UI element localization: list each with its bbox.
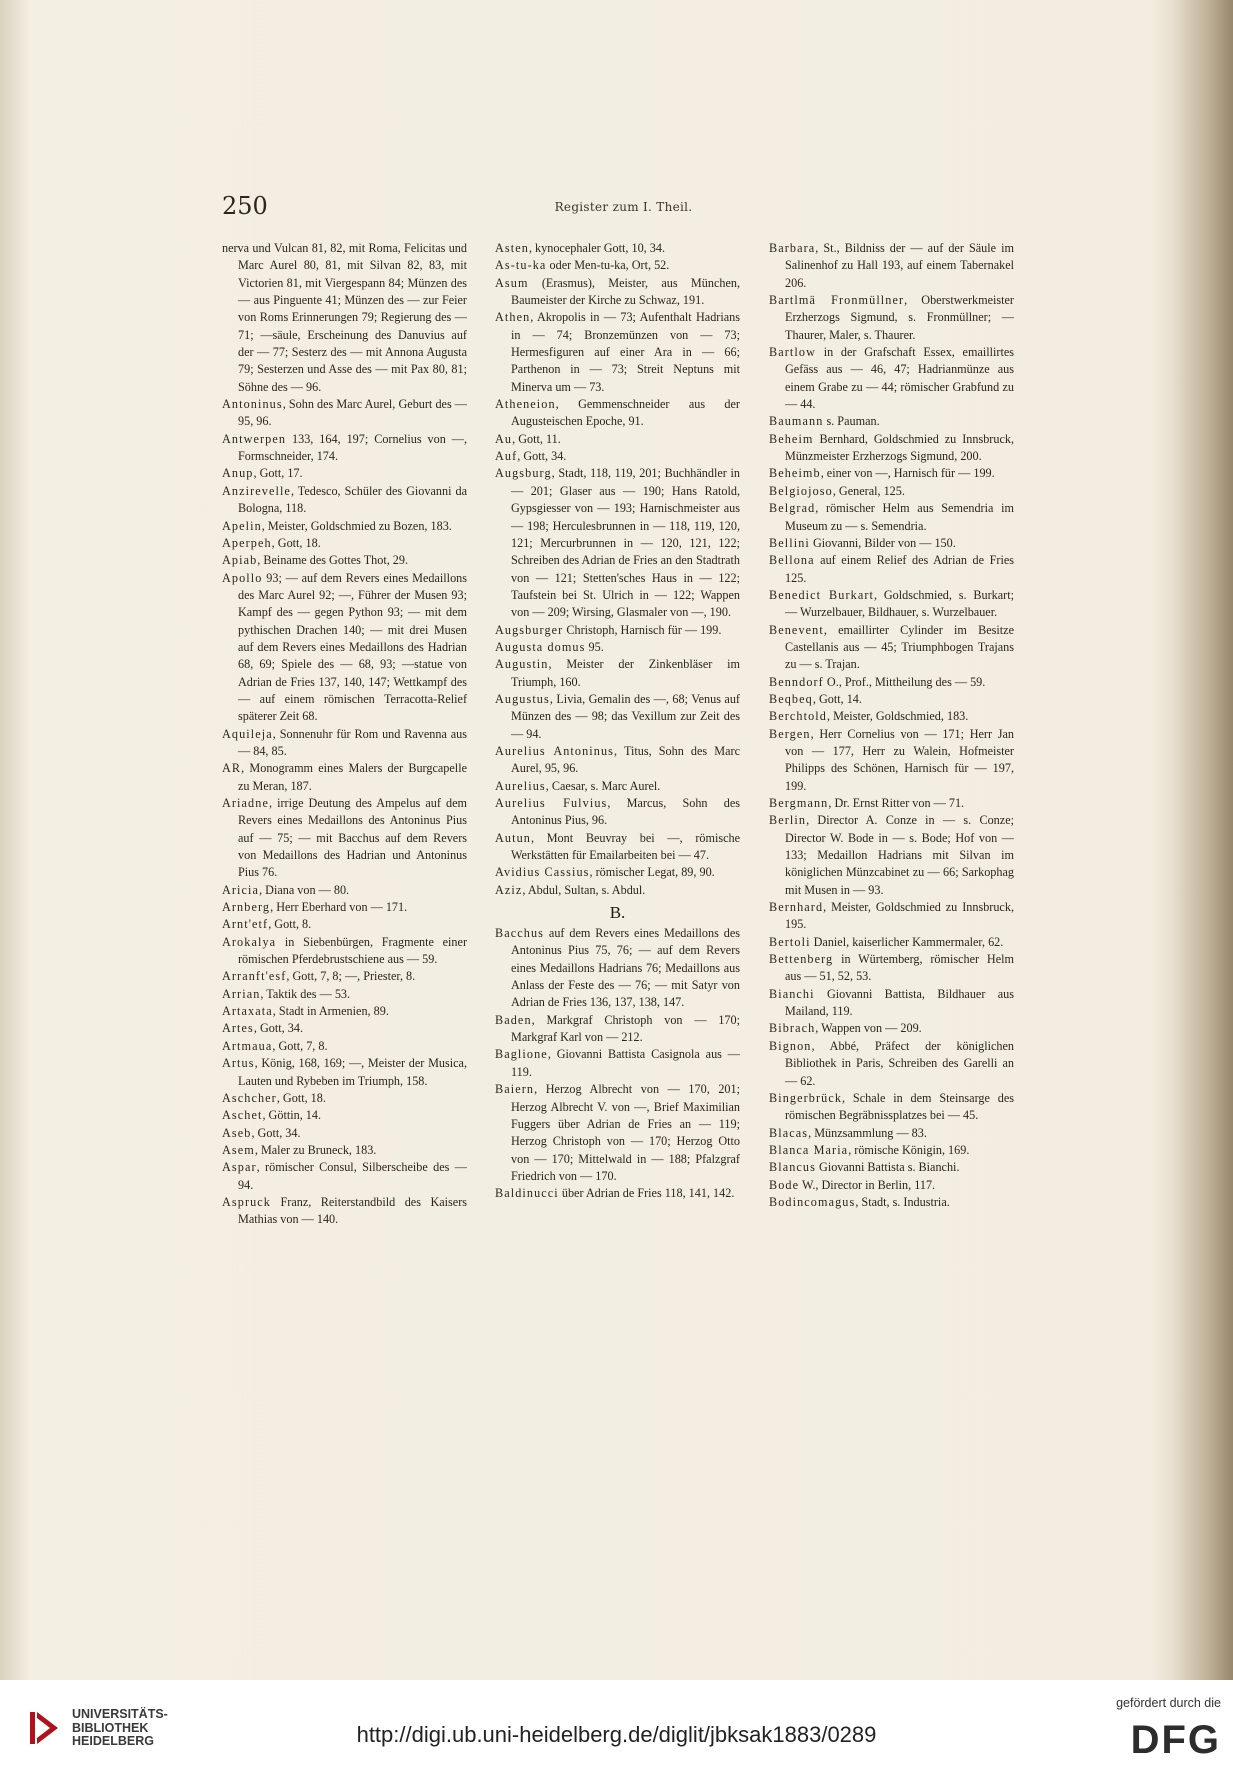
entry-heading: Augusta domus [495,639,586,654]
entry-heading: Arokalya [222,934,277,949]
entry-text: , Giovanni Battista Casignola aus — 119. [511,1047,740,1079]
index-entry [495,1081,740,1185]
entry-heading: Benevent [769,622,824,637]
entry-heading: Aseb [222,1125,252,1140]
entry-text: , Meister, Goldschmied zu Bozen, 183. [261,518,452,533]
index-entry [222,1107,467,1124]
entry-text: , Wappen von — 209. [815,1021,922,1036]
entry-heading: Aquileja [222,726,273,741]
entry-text: Giovanni, Bilder von — 150. [809,535,956,550]
entry-heading: Apelin [222,518,262,533]
index-entry [769,431,1014,466]
entry-text: Franz, Reiterstandbild des Kaisers Mathias von — 140. [238,1194,467,1227]
entry-text: oder Men-tu-ka, Ort, 52. [546,258,670,273]
entry-heading: Bingerbrück [769,1090,843,1105]
index-entry [769,899,1014,934]
index-entry [222,570,467,726]
index-entry [495,1185,740,1202]
entry-text: , Stadt, 118, 119, 201; Buchhändler in — 201; Glaser aus — 190; Hans Ratold, Gypsgiesser von — 193; Harnischmeister aus — 198; Herculesbrunnen in — 118, 119, 120, 121; Mercurbrunnen in — 120, 121, 122; Schreiben des Adrian de Fries an den Stadtrath von — 121; Stetten'sches Haus in — 122; Taufstein bei St. Ulrich in — 122; Wappen von — 209; Wirsing, Glasmaler von —, 190. [511,466,740,620]
entry-heading: Baglione [495,1047,548,1062]
entry-text: , Markgraf Christoph von — 170; Markgraf Karl von — 212. [511,1012,740,1045]
entry-text: , einer von —, Harnisch für — 199. [820,466,995,481]
index-entry [769,1159,1014,1176]
entry-heading: Bartlow [769,345,816,360]
entry-heading: Belgiojoso [769,483,833,498]
entry-heading: Arranft'esf [222,969,287,984]
index-entry [495,639,740,656]
index-entry [222,882,467,899]
index-entry [769,483,1014,500]
index-entry [769,691,1014,708]
entry-heading: Bodincomagus [769,1194,856,1209]
index-entry [222,535,467,552]
entry-heading: Berlin [769,813,807,828]
entry-heading: Bartlmä Fronmüllner [769,293,905,308]
index-entry [769,535,1014,552]
entry-heading: Barbara [769,241,816,255]
index-entry [769,708,1014,725]
entry-text: , Gott, 18. [276,1090,326,1105]
index-entry [495,257,740,274]
entry-text: , Gott, 7, 8; —, Priester, 8. [286,969,416,984]
library-line: UNIVERSITÄTS- [72,1707,168,1721]
entry-text: , Stadt, s. Industria. [855,1194,950,1209]
entry-text: , Gott, 34. [517,449,567,464]
entry-text: , Meister, Goldschmied, 183. [826,709,969,724]
index-entry [495,795,740,830]
index-entry [769,726,1014,795]
entry-text: , Gemmenschneider aus der Augusteischen Epoche, 91. [511,397,740,429]
index-entry [495,309,740,396]
entry-text: , römischer Helm aus Semendria im Museum zu — s. Semendria. [785,501,1014,533]
entry-text: , Sohn des Marc Aurel, Geburt des — 95, 96. [238,397,467,429]
entry-text: , Beiname des Gottes Thot, 29. [257,553,409,568]
entry-text: , Dr. Ernst Ritter von — 71. [828,796,965,810]
index-entry [769,934,1014,951]
entry-text: , Abdul, Sultan, s. Abdul. [522,882,646,897]
entry-text: , Gott, 8. [268,917,312,932]
index-entry [222,760,467,795]
index-entry [222,934,467,969]
index-entry [495,882,740,899]
index-entry [495,240,740,257]
entry-heading: Anzirevelle [222,483,291,498]
entry-heading: Aricia [222,882,260,897]
entry-text: , Sonnenuhr für Rom und Ravenna aus — 84, 85. [238,726,467,758]
entry-text: , Akropolis in — 73; Aufenthalt Hadrians in — 74; Bronzemünzen von — 73; Hermesfiguren auf einer Ara in — 66; Parthenon in — 73; Streit Neptuns mit Minerva um — 73. [511,310,740,394]
index-entry [769,465,1014,482]
entry-text: (Erasmus), Meister, aus München, Baumeister der Kirche zu Schwaz, 191. [511,275,740,308]
entry-heading: Berchtold [769,709,827,724]
entry-text: , Titus, Sohn des Marc Aurel, 95, 96. [511,743,740,776]
entry-text: W., Director in Berlin, 117. [799,1177,936,1192]
index-column-2 [495,240,740,1203]
index-entry [222,795,467,882]
page-header [222,192,1025,224]
entry-heading: Avidius Cassius [495,865,590,880]
entry-text: auf einem Relief des Adrian de Fries 125. [785,553,1014,585]
entry-text: , St., Bildniss der — auf der Säule im Salinenhof zu Hall 193, auf einem Tabernakel 206. [785,241,1014,290]
entry-heading: Bibrach [769,1021,816,1036]
footer-bar [0,1680,1233,1780]
entry-text: , Gott, 34. [251,1125,301,1140]
entry-text: , Göttin, 14. [262,1108,322,1123]
entry-heading: Aziz [495,882,523,897]
index-entry [769,1090,1014,1125]
entry-text: , Oberstwerkmeister Erzherzogs Sigmund, s. Fronmüllner; — Thaurer, Maler, s. Thaurer. [785,293,1014,342]
index-entry [769,587,1014,622]
entry-text: , Gott, 18. [271,535,321,550]
index-entry [769,812,1014,899]
index-entry [222,916,467,933]
running-title: Register zum I. Theil. [554,200,693,214]
entry-heading: Anup [222,466,254,481]
entry-text: Christoph, Harnisch für — 199. [563,622,722,637]
index-entry [495,830,740,865]
entry-heading: Bertoli [769,934,811,949]
index-entry [495,925,740,1012]
entry-text: , Marcus, Sohn des Antoninus Pius, 96. [511,796,740,828]
index-entry [769,986,1014,1021]
index-entry [222,1142,467,1159]
entry-text: , Director A. Conze in — s. Conze; Director W. Bode in — s. Bode; Hof von — 133; Medaillon Hadrians mit Silvan im königlichen Münzcabinet zu — 66; Sarkophag mit Musen in — 93. [785,813,1014,897]
index-entry [769,552,1014,587]
index-entry [495,396,740,431]
entry-text: , König, 168, 169; —, Meister der Musica, Lauten und Rybeben im Triumph, 158. [238,1056,467,1088]
entry-heading: Blanca Maria [769,1142,849,1157]
entry-text: , Herr Eberhard von — 171. [270,900,408,915]
entry-heading: Aurelius Fulvius [495,796,608,810]
entry-heading: Arrian [222,986,261,1001]
entry-text: , Gott, 14. [812,691,862,706]
entry-heading: Aurelius [495,778,546,793]
index-entry [769,951,1014,986]
entry-text: , Gott, 11. [512,431,561,446]
entry-text: 133, 164, 197; Cornelius von —, Formschneider, 174. [238,431,467,464]
library-line: HEIDELBERG [72,1734,154,1748]
section-letter: B. [609,903,626,923]
index-entry [495,743,740,778]
index-entry [495,448,740,465]
entry-text: , Meister der Zinkenbläser im Triumph, 160. [511,657,740,689]
entry-heading: Aurelius Antoninus [495,743,614,758]
index-entry [222,1055,467,1090]
entry-heading: Asum [495,275,529,290]
entry-text: , Gott, 7, 8. [272,1038,328,1053]
entry-heading: Atheneion [495,397,556,412]
entry-heading: Benedict Burkart [769,587,874,602]
index-entry [769,500,1014,535]
index-entry [222,240,467,396]
entry-text: nerva und Vulcan 81, 82, mit Roma, Felicitas und Marc Aurel 80, 81, mit Silvan 82, 83, mit Victorien 81, mit Viergespann 84; Münzen des — aus Pinguente 41; Münzen des — zur Feier von Roms Erinnerungen 79; Regierung des — 71; —säule, Erscheinung des Danuvius auf der — 77; Sesterz des — mit Annona Augusta 79; Sesterzen und Asse des — mit Pax 80, 81; Söhne des — 96. [222,241,467,394]
entry-heading: Asten [495,241,529,255]
entry-heading: Aschet [222,1108,263,1123]
entry-text: , römischer Legat, 89, 90. [589,865,715,880]
entry-text: über Adrian de Fries 118, 141, 142. [558,1186,735,1201]
entry-text: , römischer Consul, Silberscheibe des — 94. [238,1160,467,1192]
entry-text: 95. [585,639,604,654]
index-entry [769,240,1014,292]
entry-heading: Bernhard [769,900,824,915]
index-entry [495,1046,740,1081]
entry-heading: Bode [769,1177,800,1192]
entry-heading: Bacchus [495,926,544,941]
index-entry [769,622,1014,674]
entry-heading: Bellini [769,535,810,550]
entry-heading: Aperpeh [222,535,272,550]
entry-heading: Apiab [222,553,258,568]
entry-text: Giovanni Battista s. Bianchi. [815,1160,960,1175]
entry-text: , Taktik des — 53. [260,986,351,1001]
index-entry [222,1194,467,1229]
index-column-3 [769,240,1014,1211]
entry-heading: Antwerpen [222,431,287,446]
index-entry [495,691,740,743]
index-entry [222,465,467,482]
entry-heading: Aspar [222,1160,257,1175]
entry-heading: Augsburger [495,622,564,637]
permalink-url[interactable]: http://digi.ub.uni-heidelberg.de/diglit/jbksak1883/0289 [356,1722,877,1747]
index-entry [495,431,740,448]
entry-heading: Autun [495,830,531,845]
entry-text: , kynocephaler Gott, 10, 34. [528,241,665,255]
entry-heading: Aspruck [222,1194,271,1209]
entry-text: , Monogramm eines Malers der Burgcapelle zu Meran, 187. [238,761,467,793]
entry-text: , Gott, 34. [253,1021,303,1036]
index-entry [495,656,740,691]
index-entry [769,1142,1014,1159]
page-number: 250 [222,192,268,220]
entry-heading: Artes [222,1021,254,1036]
entry-heading: Antoninus [222,397,283,412]
entry-heading: Baden [495,1012,532,1027]
entry-heading: Bianchi [769,986,815,1001]
index-entry [495,622,740,639]
index-entry [222,899,467,916]
entry-heading: Beheimb [769,466,821,481]
entry-text: Daniel, kaiserlicher Kammermaler, 62. [810,934,1004,949]
entry-heading: Bettenberg [769,952,834,967]
entry-text: , Maler zu Bruneck, 183. [254,1142,377,1157]
index-entry [222,518,467,535]
sponsor-label: gefördert durch die [1116,1696,1221,1710]
entry-text: , Diana von — 80. [259,882,350,897]
entry-text: O., Prof., Mittheilung des — 59. [823,674,986,689]
entry-heading: Ariadne [222,796,269,810]
entry-heading: Baiern [495,1082,535,1097]
index-entry [222,1038,467,1055]
index-entry [769,1194,1014,1211]
entry-heading: Augustin [495,657,549,672]
entry-heading: Asem [222,1142,255,1157]
entry-text: in Siebenbürgen, Fragmente einer römischen Pferdebrustschiene aus — 59. [238,934,467,967]
entry-text: in Würtemberg, römischer Helm aus — 51, 52, 53. [785,952,1014,984]
entry-heading: Beheim [769,431,814,446]
index-entry [769,795,1014,812]
entry-text: auf dem Revers eines Medaillons des Antoninus Pius 75, 76; — auf dem Revers eines Medaillons Hadrians 76; Medaillons aus Anlass der Feste des — 76; — mit Satyr von Adrian de Fries 136, 137, 138, 147. [511,926,740,1010]
index-entry [222,1159,467,1194]
entry-heading: Bergmann [769,796,829,810]
entry-text: Giovanni Battista, Bildhauer aus Mailand, 119. [785,986,1014,1019]
index-entry [769,344,1014,413]
entry-text: , Abbé, Präfect der königlichen Bibliothek in Paris, Schreiben des Garelli an — 62. [785,1038,1014,1088]
index-entry [222,431,467,466]
entry-heading: Artus [222,1056,255,1071]
index-entry [222,483,467,518]
index-entry [222,1020,467,1037]
index-entry [222,986,467,1003]
entry-heading: Aschcher [222,1090,277,1105]
index-entry [769,674,1014,691]
index-entry [222,1125,467,1142]
entry-heading: Artmaua [222,1038,273,1053]
entry-text: , Tedesco, Schüler des Giovanni da Bologna, 118. [238,483,467,516]
entry-heading: Blacas [769,1125,809,1140]
dfg-logo: DFG [1130,1718,1221,1762]
index-entry [495,465,740,621]
index-entry [222,396,467,431]
index-entry [495,864,740,881]
entry-text: s. Pauman. [823,414,880,429]
index-entry [222,968,467,985]
entry-heading: Arnt'etf [222,917,269,932]
entry-heading: As-tu-ka [495,258,547,273]
entry-text: , Mont Beuvray bei —, römische Werkstätten für Emailarbeiten bei — 47. [511,830,740,863]
entry-heading: Benndorf [769,674,824,689]
index-entry [769,1020,1014,1037]
index-entry [222,552,467,569]
entry-text: , General, 125. [832,483,905,498]
index-entry [495,778,740,795]
entry-heading: Augsburg [495,466,552,481]
entry-text: in der Grafschaft Essex, emaillirtes Gefäss aus — 46, 47; Hadrianmünze aus einem Grabe zu — 44; römischer Grabfund zu — 44. [785,345,1014,412]
entry-heading: Bellona [769,553,815,568]
entry-text: 93; — auf dem Revers eines Medaillons des Marc Aurel 92; —, Führer der Musen 93; Kampf des — gegen Python 93; — mit dem pythischen Drachen 140; — mit drei Musen auf dem Revers eines Medaillons des Hadrian 68, 69; Spiele des — 68, 93; —statue von Adrian de Fries 137, 140, 147; Wettkampf des — auf einem römischen Terracotta-Relief späterer Zeit 68. [238,570,467,724]
index-entry [222,726,467,761]
entry-text: , Herr Cornelius von — 171; Herr Jan von — 177, Herr zu Walein, Hofmeister Philipps des Schönen, Harnisch für — 197, 199. [785,726,1014,793]
entry-heading: Augustus [495,691,550,706]
entry-text: , Herzog Albrecht von — 170, 201; Herzog Albrecht V. von —, Brief Maximilian Fuggers über Adrian de Fries an — 119; Herzog Christoph von — 170; Herzog Otto von — 170; Mittelwald in — 188; Pfalzgraf Friedrich von — 170. [511,1082,740,1183]
index-entry [769,1177,1014,1194]
entry-text: , Gott, 17. [253,466,303,481]
entry-heading: Bergen [769,726,811,741]
index-entry [495,1012,740,1047]
entry-heading: Athen [495,310,531,325]
entry-text: , römische Königin, 169. [848,1142,970,1157]
entry-text: , emaillirter Cylinder im Besitze Castellanis aus — 45; Triumphbogen Trajans zu — s. Trajan. [785,622,1014,672]
entry-heading: Au [495,431,513,446]
library-line: BIBLIOTHEK [72,1720,149,1735]
entry-text: Bernhard, Goldschmied zu Innsbruck, Münzmeister Erzherzogs Sigmund, 200. [785,431,1014,464]
entry-text: , Münzsammlung — 83. [808,1125,927,1140]
entry-text: , Caesar, s. Marc Aurel. [545,778,661,793]
entry-heading: AR [222,761,242,776]
entry-heading: Artaxata [222,1004,273,1019]
entry-text: , Goldschmied, s. Burkart; — Wurzelbauer, Bildhauer, s. Wurzelbauer. [785,587,1014,620]
entry-heading: Auf [495,449,518,464]
index-entry [495,275,740,310]
index-column-1 [222,240,467,1229]
entry-heading: Bignon [769,1038,812,1053]
entry-text: , Meister, Goldschmied zu Innsbruck, 195. [785,900,1014,932]
entry-heading: Baumann [769,414,824,429]
entry-text: , irrige Deutung des Ampelus auf dem Revers eines Medaillons des Antoninus Pius auf — 75; — mit Bacchus auf dem Revers von Medaillons des Hadrian und Antoninus Pius 76. [238,796,467,880]
entry-text: , Schale in dem Steinsarge des römischen Begräbnissplatzes bei — 45. [785,1090,1014,1123]
entry-heading: Blancus [769,1160,816,1175]
index-entry [769,1038,1014,1090]
entry-heading: Belgrad [769,501,816,516]
index-entry [769,413,1014,430]
index-entry [769,292,1014,344]
entry-heading: Apollo [222,570,263,585]
entry-heading: Baldinucci [495,1186,559,1201]
index-entry [222,1003,467,1020]
entry-text: , Stadt in Armenien, 89. [272,1004,389,1019]
entry-text: , Livia, Gemalin des —, 68; Venus auf Münzen des — 98; das Vexillum zur Zeit des — 94. [511,691,740,741]
entry-heading: Beqbeq [769,691,813,706]
entry-heading: Arnberg [222,900,271,915]
page-edge-shadow [1173,0,1233,1680]
index-entry [769,1125,1014,1142]
index-entry [222,1090,467,1107]
